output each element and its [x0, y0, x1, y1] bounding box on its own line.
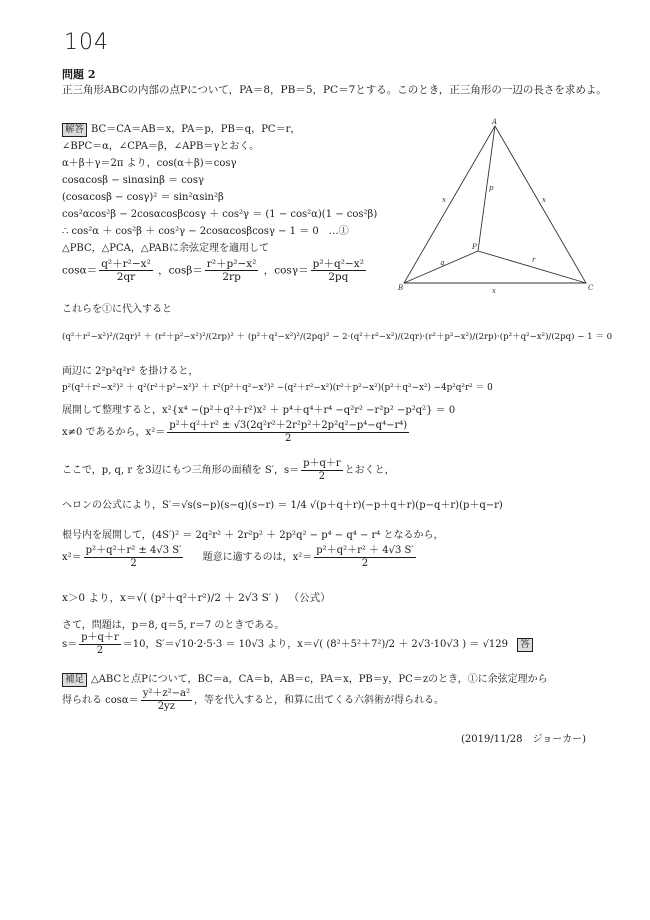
cos-beta-fraction: $\frac{\text{r²＋p²−x²}}{2rp}$ — [206, 258, 257, 283]
heron-formula: ヘロンの公式により，S′＝√s(s−p)(s−q)(s−r) ＝ 1/4 √(p＋q＋r)(−p＋q＋r)(p−q＋r)(p＋q−r) — [62, 500, 503, 511]
solution-line-18: 根号内を展開して，(4S′)² ＝ 2q²r² ＋ 2r²p² ＋ 2p²q² − p⁴ − q⁴ − r⁴ となるから， — [62, 530, 444, 541]
solution-line-12: 両辺に 2²p²q²r² を掛けると， — [62, 366, 199, 377]
problem-title: 問題 2 — [62, 68, 96, 81]
problem-statement: 正三角形ABCの内部の点Pについて，PA＝8，PB＝5，PC＝7とする。このとき，正三角形の一辺の長さを求めよ。 — [62, 84, 607, 96]
label-a: A — [492, 118, 498, 126]
note-tag: 補足 — [62, 673, 87, 687]
handwritten-number: 104 — [64, 30, 109, 55]
final-computation: s＝ $\frac{p+q+r}{2}$ ＝10，S′＝√10·2·5·3 ＝ 10√3 より，x＝√( (8²＋5²＋7²)/2 ＋ 2√3·10√3 ) ＝ √129 答 — [62, 632, 537, 657]
label-b: B — [398, 284, 404, 292]
label-x-right: x — [542, 196, 546, 204]
answer-mark: 答 — [517, 638, 533, 652]
x-squared-with-area: x²＝ $\frac{\text{p²＋q²＋r² ± 4√3 S′}}{2}$ 題意に適するのは，x²＝ $\frac{\text{p²＋q²＋r² ＋ 4√3 S′}}{2}$ — [62, 545, 414, 569]
solution-line-10: これらを①に代入すると — [62, 304, 172, 315]
solution-line-7: ∴ cos²α ＋ cos²β ＋ cos²γ − 2cosαcosβcosγ − 1 ＝ 0 …① — [62, 226, 349, 237]
expanded-equation: 展開して整理すると，x²{x⁴ −(p²＋q²＋r²)x² ＋ p⁴＋q⁴＋r⁴ −q²r² −r²p² −p²q²} ＝ 0 — [62, 405, 456, 416]
label-x-left: x — [442, 196, 446, 204]
x-squared-solution: x≠0 であるから，x²＝ $\frac{\text{p²＋q²＋r² ± √3(2q²r²＋2r²p²＋2p²q²−p⁴−q⁴−r⁴)}}{2}$ — [62, 420, 408, 444]
note-line-2: 得られる cosα＝ $\frac{\text{y²＋z²−a²}}{2yz}$ ，等を代入すると，和算に出てくる六斜術が得られる。 — [62, 688, 444, 712]
solution-line-21: さて，問題は，p＝8, q＝5, r＝7 のときである。 — [62, 620, 285, 631]
label-r-seg: r — [532, 256, 536, 264]
substituted-equation: (q²＋r²−x²)²/(2qr)² ＋ (r²＋p²−x²)²/(2rp)² ＋ (p²＋q²−x²)²/(2pq)² − 2·(q²＋r²−x²)/(2qr)·(r²＋p²−x²)/(2rp)·(p²＋q²−x²)/(2pq) − 1 ＝ 0 — [62, 332, 613, 342]
triangle-figure — [398, 118, 598, 298]
solution-line-6: cos²αcos²β − 2cosαcosβcosγ ＋ cos²γ ＝ (1 − cos²α)(1 − cos²β) — [62, 209, 378, 220]
cos-gamma-fraction: $\frac{\text{p²＋q²−x²}}{2pq}$ — [312, 258, 364, 283]
solution-tag: 解答 — [62, 123, 87, 137]
triangle-abc — [404, 126, 586, 283]
side-length-formula: x＞0 より，x＝√( (p²＋q²＋r²)/2 ＋ 2√3 S′ ) （公式） — [62, 592, 331, 604]
cosine-formulas: cosα＝ $\frac{\text{q²＋r²−x²}}{2qr}$ ，cosβ＝ $\frac{\text{r²＋p²−x²}}{2rp}$ ，cosγ＝ $\frac{\text{p²＋q²−x²}}{2pq}$ — [62, 258, 364, 283]
label-p: P — [472, 243, 477, 251]
solution-line-8: △PBC，△PCA，△PABに余弦定理を適用して — [62, 243, 269, 254]
area-definition: ここで，p, q, r を3辺にもつ三角形の面積を S′，s＝ $\frac{p+q+r}{2}$ とおくと， — [62, 458, 395, 482]
label-x-bottom: x — [492, 287, 496, 295]
segment-pb — [404, 251, 478, 283]
solution-line-1: 解答 BC＝CA＝AB＝x，PA＝p，PB＝q，PC＝r， — [62, 120, 300, 137]
cos-alpha-fraction: $\frac{\text{q²＋r²−x²}}{2qr}$ — [101, 258, 151, 283]
solution-line-2: ∠BPC＝α，∠CPA＝β，∠APB＝γとおく。 — [62, 141, 260, 152]
solution-line-3: α＋β＋γ＝2π より，cos(α＋β)＝cosγ — [62, 158, 237, 169]
label-q-seg: q — [440, 259, 445, 267]
label-p-seg: p — [489, 184, 494, 192]
label-c: C — [588, 284, 594, 292]
date-signature: (2019/11/28 ジョーカー) — [460, 734, 586, 745]
note-line-1: 補足 △ABCと点Pについて，BC＝a，CA＝b，AB＝c，PA＝x，PB＝y，PC＝zのとき，①に余弦定理から — [62, 670, 548, 687]
solution-line-4: cosαcosβ − sinαsinβ ＝ cosγ — [62, 175, 204, 186]
solution-line-5: (cosαcosβ − cosγ)² ＝ sin²αsin²β — [62, 192, 224, 203]
multiplied-equation: p²(q²＋r²−x²)² ＋ q²(r²＋p²−x²)² ＋ r²(p²＋q²−x²)² −(q²＋r²−x²)(r²＋p²−x²)(p²＋q²−x²) −4p²q²r² ＝ 0 — [62, 383, 493, 393]
